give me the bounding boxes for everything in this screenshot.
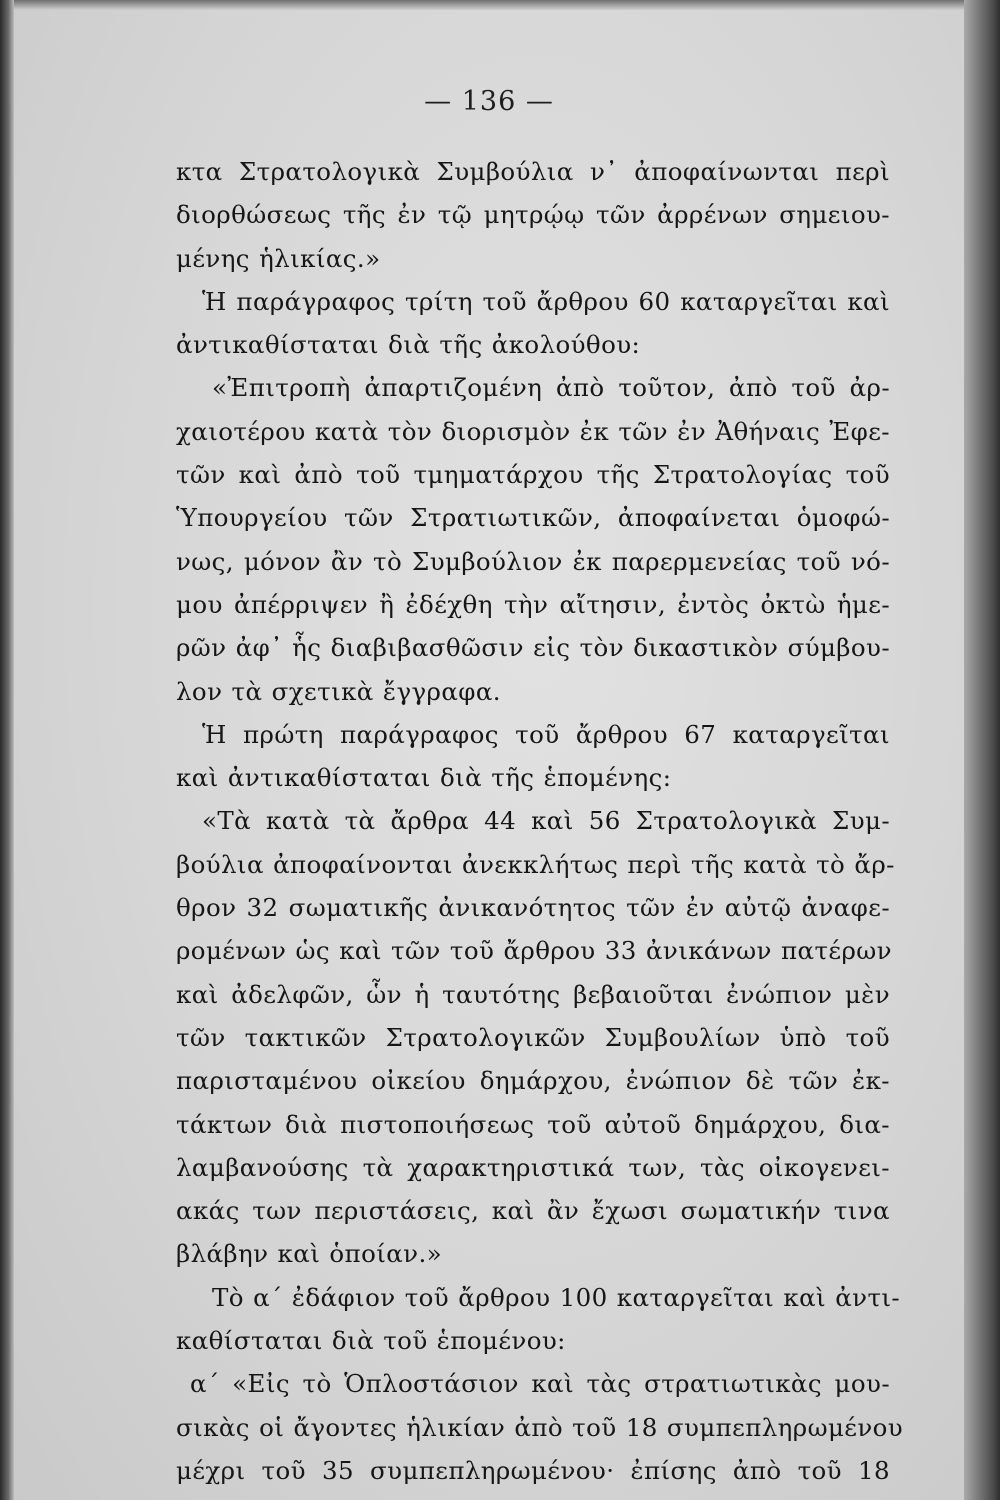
text-line: τῶν καὶ ἀπὸ τοῦ τμηματάρχου τῆς Στρατολογίας τοῦ [176, 460, 890, 490]
text-line: ρομένων ὡς καὶ τῶν τοῦ ἄρθρου 33 ἀνικάνων πατέρων [176, 936, 892, 966]
text-line: νως, μόνον ἂν τὸ Συμβούλιον ἐκ παρερμενείας τοῦ νό- [176, 546, 890, 576]
text-line: καθίσταται διὰ τοῦ ἑπομένου: [176, 1326, 566, 1356]
scan-right-edge [964, 0, 1000, 1500]
text-line: Ὑπουργείου τῶν Στρατιωτικῶν, ἀποφαίνεται ὁμοφώ- [176, 503, 890, 533]
text-line: «Τὰ κατὰ τὰ ἄρθρα 44 καὶ 56 Στρατολογικὰ Συμ- [202, 806, 890, 836]
text-line: «Ἐπιτροπὴ ἀπαρτιζομένη ἀπὸ τοῦτον, ἀπὸ τοῦ ἀρ- [212, 373, 890, 403]
text-line: βούλια ἀποφαίνονται ἀνεκκλήτως περὶ τῆς κατὰ τὸ ἄρ- [176, 849, 895, 879]
text-line: διορθώσεως τῆς ἐν τῷ μητρῴῳ τῶν ἀρρένων σημειου- [176, 200, 890, 230]
text-line: τῶν τακτικῶν Στρατολογικῶν Συμβουλίων ὑπὸ τοῦ [176, 1022, 890, 1052]
text-line: καὶ ἀντικαθίσταται διὰ τῆς ἑπομένης: [176, 763, 672, 793]
text-line: μου ἀπέρριψεν ἢ ἐδέχθη τὴν αἴτησιν, ἐντὸς ὀκτὼ ἡμε- [176, 589, 890, 619]
text-line: μένης ἡλικίας.» [176, 243, 381, 273]
text-line: θρον 32 σωματικῆς ἀνικανότητος τῶν ἐν αὐτῷ ἀναφε- [176, 893, 890, 923]
text-line: ἀντικαθίσταται διὰ τῆς ἀκολούθου: [176, 330, 641, 360]
text-line: ακάς των περιστάσεις, καὶ ἂν ἔχωσι σωματικήν τινα [176, 1196, 890, 1226]
scan-top-edge [0, 0, 1000, 10]
text-line: λον τὰ σχετικὰ ἔγγραφα. [176, 676, 501, 706]
text-line: Τὸ α΄ ἐδάφιον τοῦ ἄρθρου 100 καταργεῖται καὶ ἀντι- [212, 1282, 901, 1312]
text-line: σικὰς οἱ ἄγοντες ἡλικίαν ἀπὸ τοῦ 18 συμπεπληρωμένου [176, 1412, 904, 1442]
text-line: ρῶν ἀφ᾽ ἧς διαβιβασθῶσιν εἰς τὸν δικαστικὸν σύμβου- [176, 633, 890, 663]
text-line: κτα Στρατολογικὰ Συμβούλια ν᾽ ἀποφαίνωνται περὶ [176, 157, 890, 186]
text-line: παρισταμένου οἰκείου δημάρχου, ἐνώπιον δὲ τῶν ἐκ- [176, 1066, 890, 1096]
text-line: καὶ ἀδελφῶν, ὧν ἡ ταυτότης βεβαιοῦται ἐνώπιον μὲν [176, 979, 890, 1009]
book-page [14, 10, 964, 1500]
text-line: Ἡ παράγραφος τρίτη τοῦ ἄρθρου 60 καταργεῖται καὶ [202, 286, 890, 316]
text-line: τάκτων διὰ πιστοποιήσεως τοῦ αὐτοῦ δημάρχου, δια- [176, 1109, 890, 1139]
page-number: — 136 — [424, 86, 554, 117]
text-line: Ἡ πρώτη παράγραφος τοῦ ἄρθρου 67 καταργεῖται [202, 719, 890, 749]
body-text [176, 150, 904, 1492]
text-line: βλάβην καὶ ὁποίαν.» [176, 1239, 443, 1269]
text-line: α΄ «Εἰς τὸ Ὁπλοστάσιον καὶ τὰς στρατιωτικὰς μου- [190, 1369, 890, 1399]
text-line: χαιοτέρου κατὰ τὸν διορισμὸν ἐκ τῶν ἐν Ἀθήναις Ἐφε- [176, 416, 890, 446]
text-line: λαμβανούσης τὰ χαρακτηριστικά των, τὰς οἰκογενει- [176, 1152, 890, 1182]
scan-left-edge [0, 0, 14, 1500]
text-line: μέχρι τοῦ 35 συμπεπληρωμένου· ἐπίσης ἀπὸ τοῦ 18 [176, 1455, 890, 1485]
